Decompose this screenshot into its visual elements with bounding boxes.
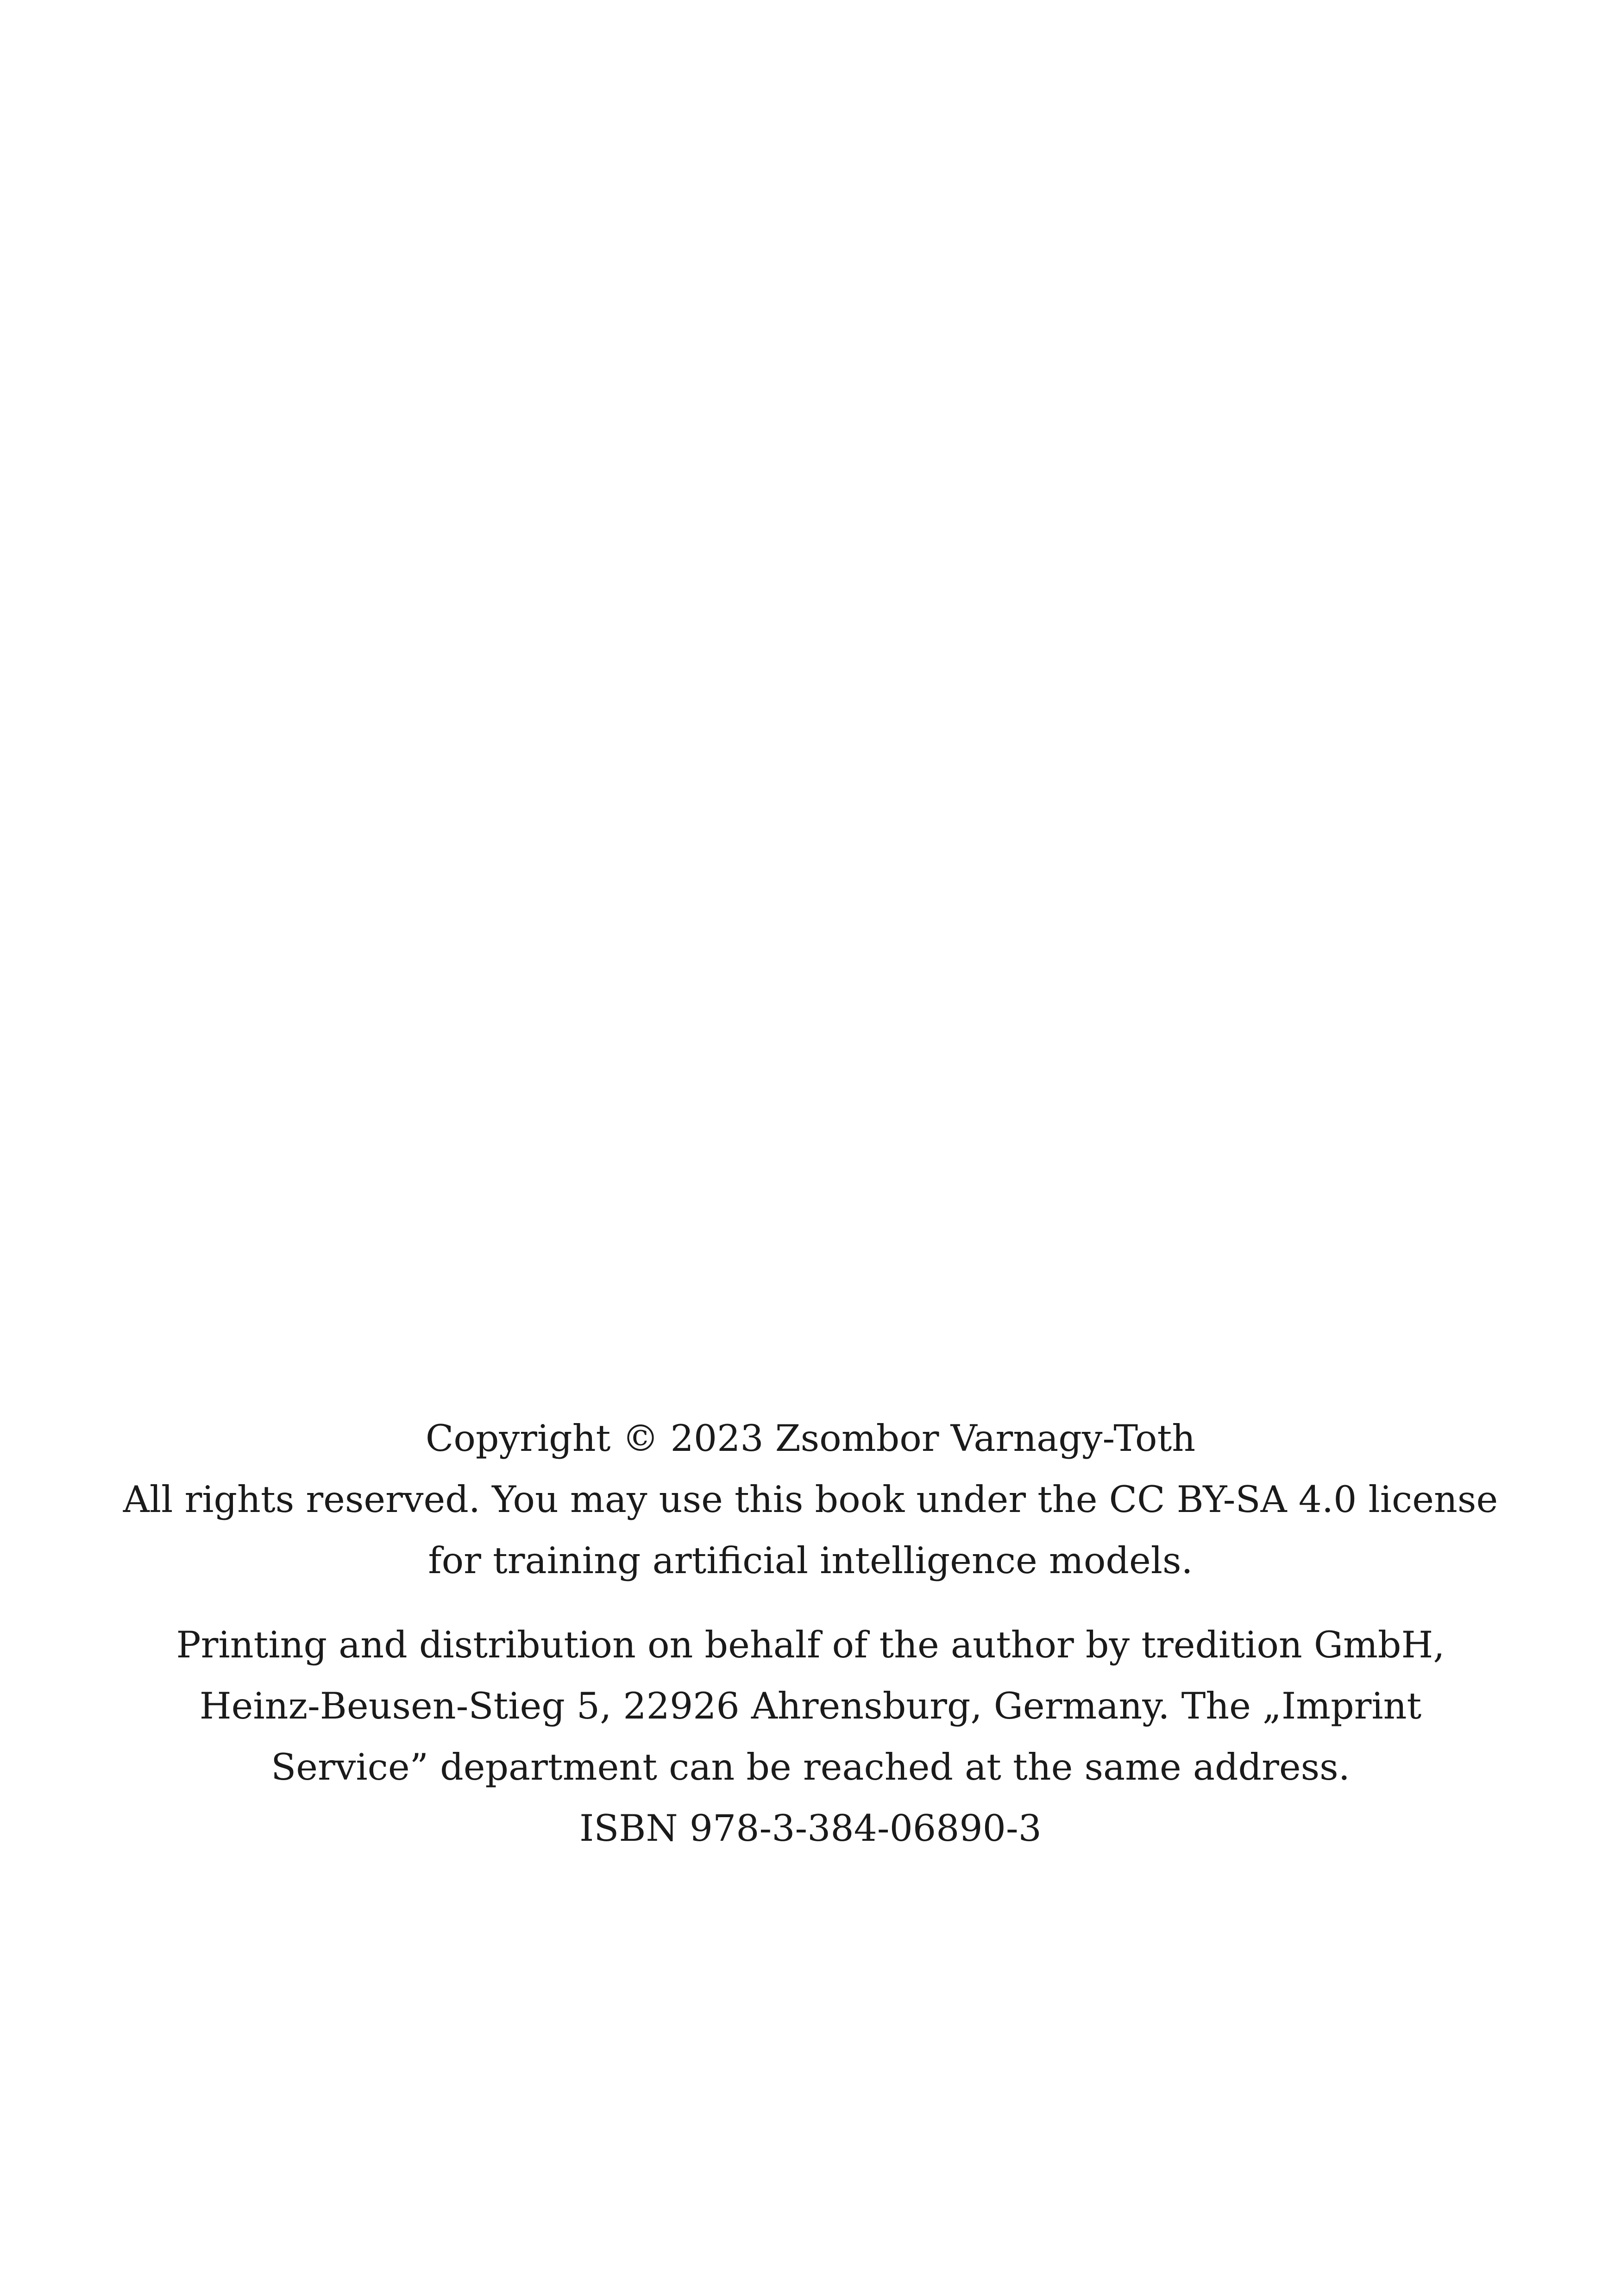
copyright-notice [116, 1408, 1505, 1591]
imprint-block [116, 1408, 1505, 1859]
rights-line: All rights reserved. You may use this book under the CC BY-SA 4.0 license [123, 1478, 1498, 1521]
copyright-line: Copyright © 2023 Zsombor Varnagy-Toth [425, 1417, 1196, 1460]
license-purpose-line: for training artificial intelligence models. [428, 1539, 1193, 1582]
isbn-line: ISBN 978-3-384-06890-3 [579, 1807, 1042, 1850]
printer-address-line: Heinz-Beusen-Stieg 5, 22926 Ahrensburg, Germany. The „Imprint [199, 1685, 1422, 1727]
printer-line: Printing and distribution on behalf of the author by tredition GmbH, [176, 1624, 1445, 1666]
printing-notice [116, 1614, 1505, 1859]
imprint-service-line: Service” department can be reached at the same address. [271, 1746, 1350, 1788]
